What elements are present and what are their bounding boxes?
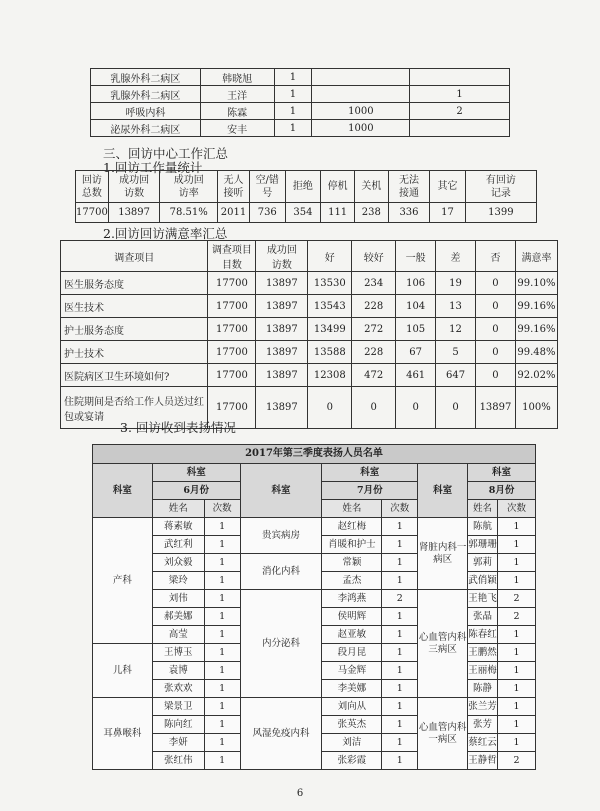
top-cell-c3: 2 [410,103,510,120]
stats-header-cell [249,171,285,203]
stats-value-cell: 17700 [76,203,109,223]
praise-person-count: 1 [204,536,240,554]
satisfaction-cell-good: 13588 [308,341,352,364]
header-line: 回访 [81,174,102,186]
praise-person-name: 刘向从 [322,698,382,716]
table-row [61,318,558,341]
stats-value-cell: 1399 [465,203,536,223]
satisfaction-header-cell [396,241,436,272]
header-line: 一般 [405,252,426,264]
stats-header-cell [465,171,536,203]
satisfaction-header-cell [61,241,208,272]
satisfaction-cell-avg: 104 [396,295,436,318]
top-cell-dept: 呼吸内科 [91,103,201,120]
satisfaction-cell-total: 17700 [208,295,256,318]
satisfaction-cell-no: 0 [475,341,515,364]
satisfaction-header-cell [515,241,557,272]
satisfaction-cell-total: 17700 [208,387,256,429]
praise-person-name: 王鹏然 [468,644,498,662]
stats-value-cell: 111 [321,203,355,223]
praise-person-name: 武俏颖 [468,572,498,590]
praise-person-name: 张彩霞 [322,752,382,770]
praise-dept: 贵宾病房 [240,518,322,554]
sub2-title: 2.回访回访满意率汇总 [103,226,228,241]
satisfaction-cell-avg: 106 [396,272,436,295]
satisfaction-cell-fair: 228 [352,295,396,318]
praise-person-count: 1 [382,536,418,554]
satisfaction-cell-rate: 92.02% [515,364,557,387]
header-line: 成功回 [266,245,297,256]
header-line: 成功回 [119,174,150,186]
table-row [61,341,558,364]
praise-person-count: 1 [382,698,418,716]
header-line: 空/错 [255,174,279,186]
table-row [91,86,510,103]
satisfaction-cell-rate: 99.16% [515,318,557,341]
satisfaction-cell-success: 13897 [256,272,308,295]
praise-person-count: 1 [204,518,240,536]
satisfaction-cell-no: 0 [475,272,515,295]
stats-header-cell [218,171,250,203]
workload-table [75,170,537,223]
praise-person-count: 1 [204,662,240,680]
header-line: 访数 [124,187,145,199]
stats-value-cell: 17 [430,203,466,223]
top-cell-c2 [312,69,410,86]
praise-person-name: 张英杰 [322,716,382,734]
praise-person-count: 1 [382,680,418,698]
header-line: 较好 [363,252,384,264]
stats-header-cell [354,171,388,203]
name-header: 姓名 [468,500,498,518]
header-line: 记录 [490,187,511,199]
satisfaction-cell-item: 医生服务态度 [61,272,208,295]
satisfaction-cell-fair: 272 [352,318,396,341]
top-cell-dept: 乳腺外科二病区 [91,69,201,86]
satisfaction-cell-total: 17700 [208,272,256,295]
header-line: 访率 [178,187,199,199]
header-line: 好 [324,252,335,264]
satisfaction-cell-total: 17700 [208,318,256,341]
praise-person-name: 陈春红 [468,626,498,644]
stats-header-cell [321,171,355,203]
satisfaction-cell-item: 住院期间是否给工作人员送过红包或宴请 [61,387,208,429]
header-line: 调查项目 [211,245,252,256]
praise-person-name: 王博玉 [152,644,204,662]
praise-person-count: 1 [498,626,536,644]
praise-person-name: 张芳 [468,716,498,734]
stats-header-cell [76,171,109,203]
satisfaction-cell-fair: 472 [352,364,396,387]
praise-person-count: 1 [204,716,240,734]
praise-person-count: 1 [204,698,240,716]
praise-dept: 风湿免疫内科 [240,698,322,770]
table-row [93,554,536,572]
praise-person-count: 1 [498,554,536,572]
praise-person-name: 刘洁 [322,734,382,752]
praise-dept: 心血管内科三病区 [418,590,468,698]
praise-person-name: 梁玲 [152,572,204,590]
praise-dept: 儿科 [93,644,153,698]
praise-title-row [93,445,536,464]
praise-person-name: 王艳飞 [468,590,498,608]
top-cell-name: 陈霖 [200,103,274,120]
praise-person-name: 武红利 [152,536,204,554]
satisfaction-cell-rate: 99.48% [515,341,557,364]
praise-person-count: 1 [204,680,240,698]
praise-person-count: 1 [498,572,536,590]
praise-person-count: 1 [382,554,418,572]
top-cell-c1: 1 [274,69,312,86]
praise-person-count: 1 [204,590,240,608]
sub3-title: 3. 回访收到表扬情况 [120,420,236,435]
top-cell-name: 韩晓旭 [200,69,274,86]
page-number: 6 [296,788,304,799]
table-row [91,120,510,137]
praise-dept: 耳鼻喉科 [93,698,153,770]
stats-value-cell: 13897 [108,203,160,223]
praise-person-name: 蒋素敏 [152,518,204,536]
satisfaction-cell-item: 护士服务态度 [61,318,208,341]
count-header: 次数 [498,500,536,518]
top-table [90,68,510,137]
praise-person-count: 1 [498,680,536,698]
praise-person-name: 郭珊珊 [468,536,498,554]
praise-person-count: 1 [498,698,536,716]
satisfaction-cell-good: 0 [308,387,352,429]
praise-person-count: 1 [382,608,418,626]
sub1-title: 1.回访工作量统计 [103,160,203,175]
header-line: 调查项目 [114,252,155,264]
stats-value-cell: 2011 [218,203,250,223]
satisfaction-header-cell [208,241,256,272]
praise-person-name: 段月昆 [322,644,382,662]
praise-person-name: 常颖 [322,554,382,572]
satisfaction-cell-rate: 99.16% [515,295,557,318]
praise-dept: 产科 [93,518,153,644]
stats-value-cell: 238 [354,203,388,223]
satisfaction-cell-no: 0 [475,295,515,318]
praise-person-count: 1 [498,536,536,554]
praise-person-count: 1 [204,554,240,572]
praise-person-name: 蔡红云 [468,734,498,752]
table-row [93,518,536,536]
stats-header-cell [108,171,160,203]
satisfaction-header-cell [308,241,352,272]
satisfaction-cell-bad: 5 [436,341,476,364]
stats-header-cell [388,171,430,203]
praise-person-count: 1 [204,644,240,662]
satisfaction-cell-item: 医院病区卫生环境如何? [61,364,208,387]
praise-person-name: 马金辉 [322,662,382,680]
count-header: 次数 [204,500,240,518]
stats-header-cell [285,171,321,203]
satisfaction-cell-no: 0 [475,318,515,341]
header-line: 目数 [221,260,242,271]
dept-header: 科室 [93,464,153,518]
top-cell-name: 王洋 [200,86,274,103]
dept-sub-header: 科室 [322,464,418,482]
praise-person-count: 1 [382,644,418,662]
satisfaction-cell-avg: 461 [396,364,436,387]
praise-person-name: 侯明辉 [322,608,382,626]
praise-person-count: 1 [382,752,418,770]
satisfaction-cell-bad: 647 [436,364,476,387]
header-line: 号 [262,187,273,199]
praise-person-count: 2 [498,752,536,770]
praise-person-name: 张欢欢 [152,680,204,698]
satisfaction-cell-item: 护士技术 [61,341,208,364]
header-line: 无人 [223,174,244,186]
stats-value-cell: 736 [249,203,285,223]
praise-person-count: 1 [498,644,536,662]
praise-dept: 内分泌科 [240,590,322,698]
satisfaction-header-cell [475,241,515,272]
praise-person-count: 1 [382,572,418,590]
satisfaction-cell-no: 0 [475,364,515,387]
praise-person-name: 张晶 [468,608,498,626]
satisfaction-cell-bad: 0 [436,387,476,429]
satisfaction-cell-success: 13897 [256,295,308,318]
praise-person-count: 1 [498,662,536,680]
praise-table [92,444,536,770]
praise-person-count: 1 [382,716,418,734]
satisfaction-cell-bad: 13 [436,295,476,318]
praise-person-name: 郭莉 [468,554,498,572]
praise-person-count: 1 [382,626,418,644]
satisfaction-cell-fair: 228 [352,341,396,364]
satisfaction-cell-avg: 67 [396,341,436,364]
praise-dept: 心血管内科一病区 [418,698,468,770]
praise-dept: 消化内科 [240,554,322,590]
praise-person-count: 1 [204,608,240,626]
praise-person-name: 张兰芳 [468,698,498,716]
praise-person-count: 1 [382,734,418,752]
top-cell-c2 [312,86,410,103]
praise-person-name: 袁博 [152,662,204,680]
month-header: 8月份 [468,482,536,500]
praise-person-count: 2 [382,590,418,608]
top-cell-c1: 1 [274,86,312,103]
satisfaction-cell-total: 17700 [208,364,256,387]
praise-person-name: 高莹 [152,626,204,644]
top-cell-c2: 1000 [312,120,410,137]
praise-person-name: 刘众毅 [152,554,204,572]
month-header: 7月份 [322,482,418,500]
praise-person-name: 赵红梅 [322,518,382,536]
header-line: 差 [450,252,461,264]
praise-person-name: 王静哲 [468,752,498,770]
praise-person-name: 李妍 [152,734,204,752]
table-row [61,364,558,387]
praise-person-name: 梁景卫 [152,698,204,716]
satisfaction-cell-good: 13499 [308,318,352,341]
top-cell-name: 安丰 [200,120,274,137]
praise-person-count: 1 [204,734,240,752]
header-line: 拒绝 [292,181,313,192]
satisfaction-cell-bad: 19 [436,272,476,295]
satisfaction-cell-success: 13897 [256,387,308,429]
satisfaction-cell-fair: 0 [352,387,396,429]
top-cell-dept: 泌尿外科二病区 [91,120,201,137]
table-row [61,295,558,318]
praise-header-row [93,464,536,482]
table-row [93,590,536,608]
praise-person-name: 陈静 [468,680,498,698]
praise-person-count: 2 [498,608,536,626]
satisfaction-cell-success: 13897 [256,318,308,341]
table-row [91,69,510,86]
header-line: 关机 [361,181,382,192]
satisfaction-cell-rate: 100% [515,387,557,429]
praise-person-name: 赵亚敏 [322,626,382,644]
satisfaction-cell-fair: 234 [352,272,396,295]
count-header: 次数 [382,500,418,518]
header-line: 接通 [398,187,419,199]
section3-title: 三、回访中心工作汇总 [103,146,229,161]
praise-person-name: 张红伟 [152,752,204,770]
stats-value-cell: 78.51% [160,203,218,223]
satisfaction-cell-success: 13897 [256,341,308,364]
stats-value-cell: 354 [285,203,321,223]
header-line: 否 [490,252,501,264]
name-header: 姓名 [322,500,382,518]
header-line: 其它 [437,181,458,192]
name-header: 姓名 [152,500,204,518]
stats-value-cell: 336 [388,203,430,223]
dept-header: 科室 [418,464,468,518]
table-row [91,103,510,120]
header-line: 访数 [271,260,292,271]
praise-person-name: 陈航 [468,518,498,536]
header-line: 成功回 [173,174,204,186]
top-cell-c1: 1 [274,120,312,137]
header-line: 接听 [223,187,244,199]
top-cell-c3 [410,69,510,86]
satisfaction-header-cell [436,241,476,272]
header-line: 有回访 [485,174,516,186]
table-row [93,698,536,716]
header-line: 停机 [327,181,348,192]
praise-person-count: 1 [204,752,240,770]
praise-person-name: 刘伟 [152,590,204,608]
header-line: 无法 [398,174,419,186]
stats-header-cell [160,171,218,203]
satisfaction-cell-avg: 0 [396,387,436,429]
satisfaction-cell-good: 12308 [308,364,352,387]
praise-person-count: 1 [204,572,240,590]
top-cell-c3 [410,120,510,137]
top-cell-c3: 1 [410,86,510,103]
praise-person-count: 1 [382,518,418,536]
praise-person-name: 王丽梅 [468,662,498,680]
top-cell-c2: 1000 [312,103,410,120]
praise-person-name: 孟杰 [322,572,382,590]
praise-person-name: 肖暖和护士 [322,536,382,554]
satisfaction-cell-success: 13897 [256,364,308,387]
table-row [61,272,558,295]
satisfaction-header-cell [352,241,396,272]
satisfaction-cell-good: 13543 [308,295,352,318]
satisfaction-header-cell [256,241,308,272]
satisfaction-cell-total: 17700 [208,341,256,364]
praise-person-count: 1 [498,518,536,536]
stats-header-cell [430,171,466,203]
satisfaction-table [60,240,558,429]
praise-title: 2017年第三季度表扬人员名单 [93,445,536,464]
satisfaction-cell-avg: 105 [396,318,436,341]
dept-sub-header: 科室 [468,464,536,482]
satisfaction-cell-good: 13530 [308,272,352,295]
satisfaction-cell-item: 医生技术 [61,295,208,318]
praise-person-count: 1 [498,716,536,734]
praise-person-name: 陈向红 [152,716,204,734]
top-cell-dept: 乳腺外科二病区 [91,86,201,103]
praise-dept: 肾脏内科一病区 [418,518,468,590]
month-header: 6月份 [152,482,240,500]
dept-header: 科室 [240,464,322,518]
satisfaction-cell-bad: 12 [436,318,476,341]
praise-person-name: 郝美娜 [152,608,204,626]
praise-person-count: 1 [498,734,536,752]
praise-person-name: 李鸿燕 [322,590,382,608]
header-line: 总数 [81,187,102,199]
satisfaction-cell-rate: 99.10% [515,272,557,295]
praise-person-count: 1 [204,626,240,644]
praise-person-count: 2 [498,590,536,608]
satisfaction-cell-no: 13897 [475,387,515,429]
top-cell-c1: 1 [274,103,312,120]
header-line: 满意率 [521,252,552,264]
praise-person-count: 1 [382,662,418,680]
dept-sub-header: 科室 [152,464,240,482]
praise-person-name: 李美娜 [322,680,382,698]
